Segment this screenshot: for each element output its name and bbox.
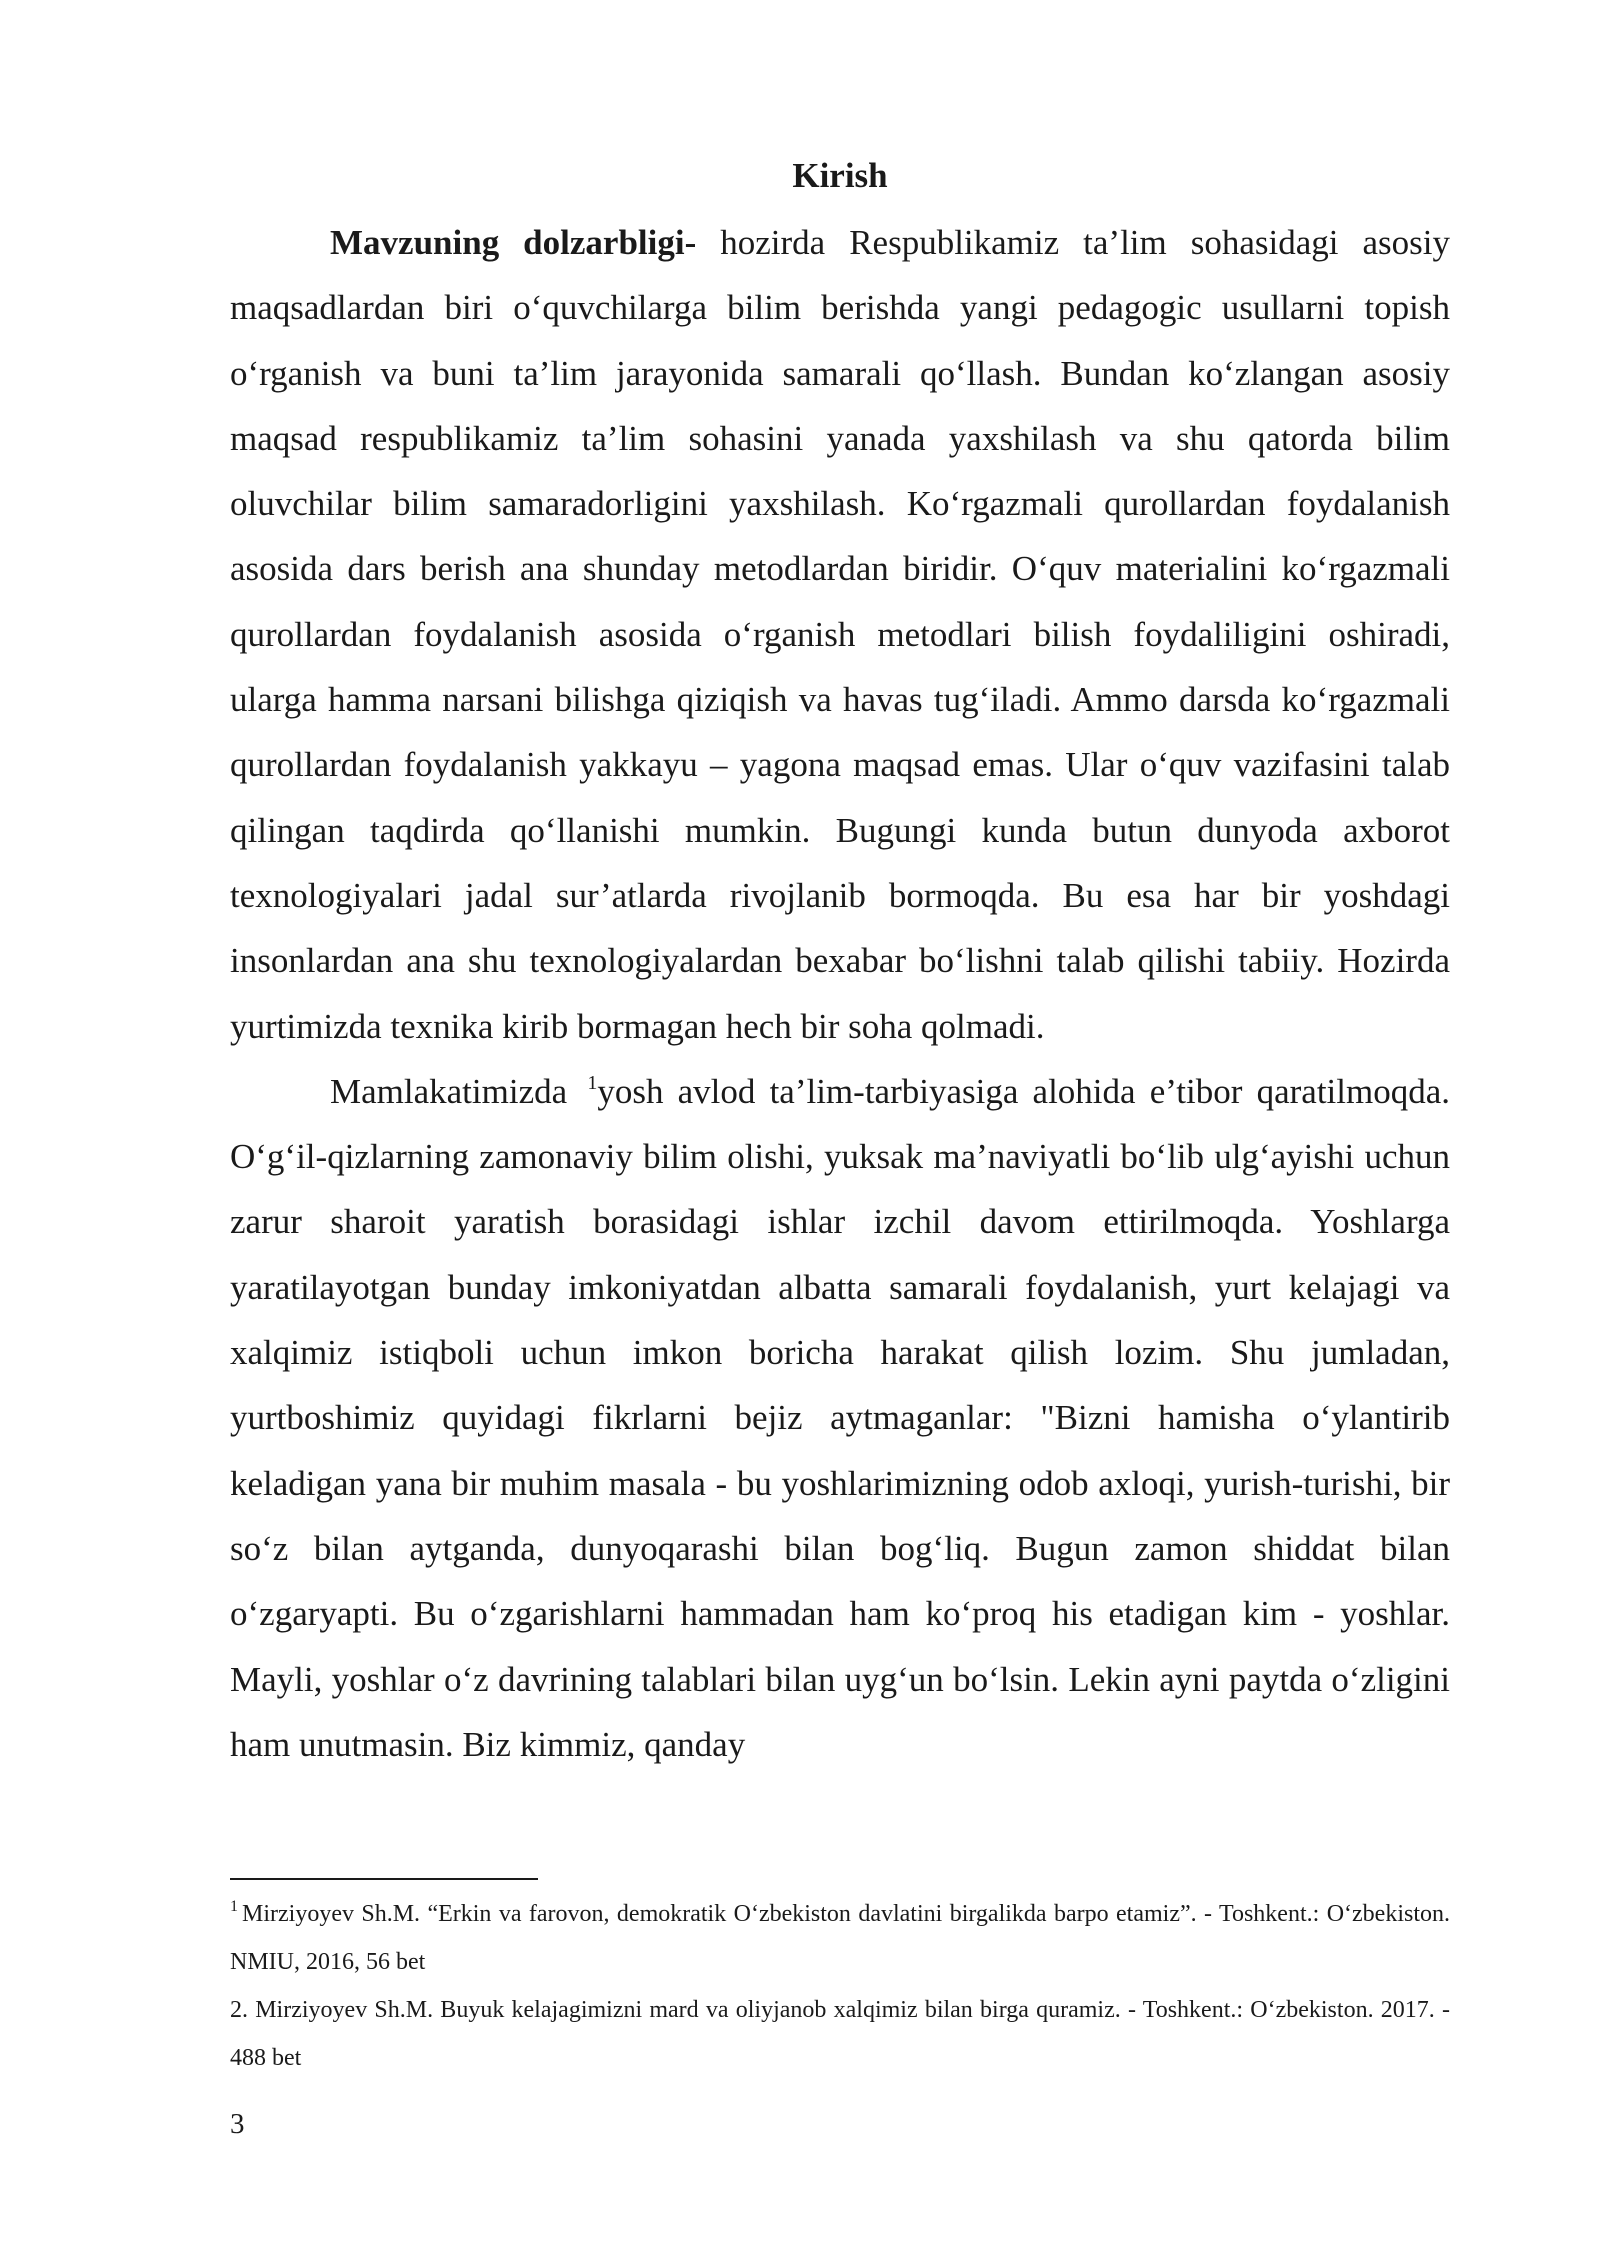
page-number: 3 [230, 2108, 245, 2140]
footnote-reference: 1 [587, 1071, 598, 1094]
paragraph-start: Mamlakatimizda [330, 1071, 568, 1111]
page-heading: Kirish [792, 156, 888, 195]
paragraph-body: hozirda Respublikamiz ta’lim sohasidagi asosiy maqsadlardan biri o‘quvchilarga bilim berishda yangi pedagogic usullarni topish o‘rganish va buni ta’lim jarayonida samarali qo‘llash. Bundan ko‘zlangan asosiy maqsad respublikamiz ta’lim sohasini yanada yaxshilash va shu qatorda bilim oluvchilar bilim samaradorligini yaxshilash. Ko‘rgazmali qurollardan foydalanish asosida dars berish ana shunday metodlardan biridir. O‘quv materialini ko‘rgazmali qurollardan foydalanish asosida o‘rganish metodlari bilish foydaliligini oshiradi, ularga hamma narsani bilishga qiziqish va havas tug‘iladi. Ammo darsda ko‘rgazmali qurollardan foydalanish yakkayu – yagona maqsad emas. Ular o‘quv vazifasini talab qilingan taqdirda qo‘llanishi mumkin. Bugungi kunda butun dunyoda axborot texnologiyalari jadal sur’atlarda rivojlanib bormoqda. Bu esa har bir yoshdagi insonlardan ana shu texnologiyalardan bexabar bo‘lishni talab qilishi tabiiy. Hozirda yurtimizda texnika kirib bormagan hech bir soha qolmadi. [230, 223, 1450, 1046]
body-text [230, 210, 1450, 1777]
paragraph-upbringing [230, 1059, 1450, 1777]
footnote-item [230, 1986, 1450, 2082]
paragraph-lead: Mavzuning dolzarbligi- [330, 223, 697, 262]
footnote-marker: 1 [230, 1898, 238, 1915]
footnote-separator [230, 1878, 538, 1880]
footnotes [230, 1890, 1450, 2082]
paragraph-relevance [230, 210, 1450, 1059]
footnote-text: 2. Mirziyoyev Sh.M. Buyuk kelajagimizni mard va oliyjanob xalqimiz bilan birga quramiz. - Toshkent.: O‘zbekiston. 2017. - 488 bet [230, 1997, 1450, 2071]
paragraph-body: yosh avlod ta’lim-tarbiyasiga alohida e’tibor qaratilmoqda. O‘g‘il-qizlarning zamonaviy bilim olishi, yuksak ma’naviyatli bo‘lib ulg‘ayishi uchun zarur sharoit yaratish borasidagi ishlar izchil davom ettirilmoqda. Yoshlarga yaratilayotgan bunday imkoniyatdan albatta samarali foydalanish, yurt kelajagi va xalqimiz istiqboli uchun imkon boricha harakat qilish lozim. Shu jumladan, yurtboshimiz quyidagi fikrlarni bejiz aytmaganlar: "Bizni hamisha o‘ylantirib keladigan yana bir muhim masala - bu yoshlarimizning odob axloqi, yurish-turishi, bir so‘z bilan aytganda, dunyoqarashi bilan bog‘liq. Bugun zamon shiddat bilan o‘zgaryapti. Bu o‘zgarishlarni hammadan ham ko‘proq his etadigan kim - yoshlar. Mayli, yoshlar o‘z davrining talablari bilan uyg‘un bo‘lsin. Lekin ayni paytda o‘zligini ham unutmasin. Biz kimmiz, qanday [230, 1071, 1450, 1764]
footnote-text: Mirziyoyev Sh.M. “Erkin va farovon, demokratik O‘zbekiston davlatini birgalikda barpo etamiz”. - Toshkent.: O‘zbekiston. NMIU, 2016, 56 bet [230, 1901, 1450, 1975]
footnote-item [230, 1890, 1450, 1986]
